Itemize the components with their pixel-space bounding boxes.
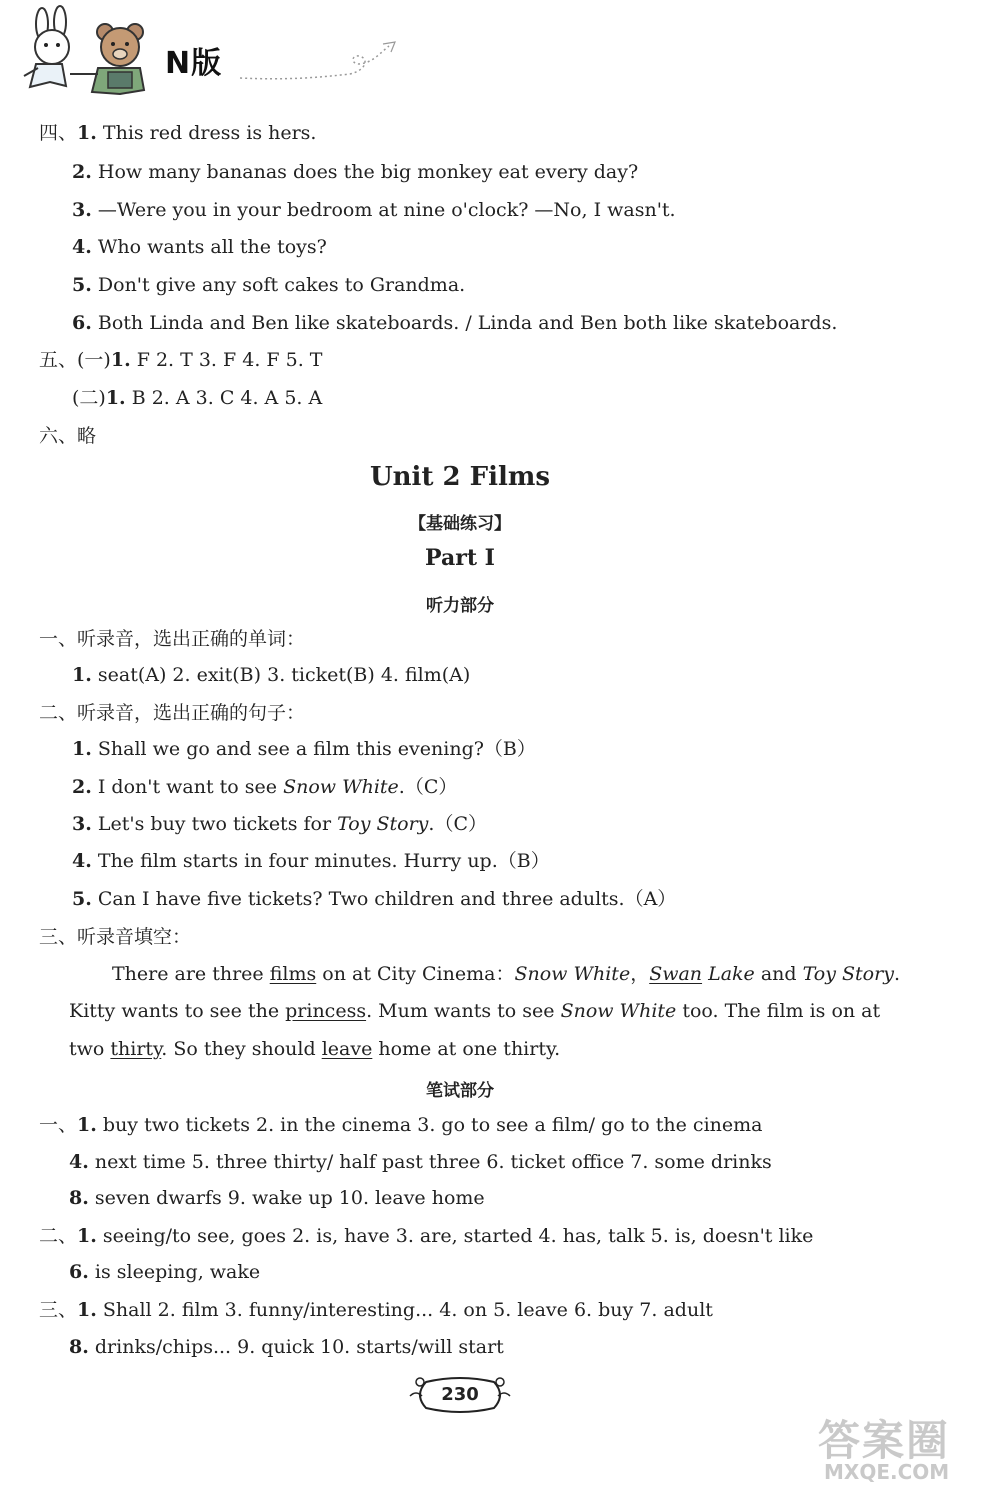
edition-label: N版	[165, 46, 223, 81]
listening-q3-line-3: two thirty. So they should leave home at one thirty.	[69, 1038, 561, 1060]
section6: 六、略	[39, 425, 97, 447]
written-s3-line-1: 三、1. Shall 2. film 3. funny/interesting... 4. on 5. leave 6. buy 7. adult	[39, 1299, 713, 1321]
section4-item-4: 4. Who wants all the toys?	[72, 236, 327, 258]
unit-title: Unit 2 Films	[369, 462, 551, 492]
listening-q2-instruction: 二、听录音，选出正确的句子：	[39, 702, 306, 724]
listening-q3-line-2: Kitty wants to see the princess. Mum wants to see Snow White too. The film is on at	[69, 1000, 881, 1022]
written-heading: 笔试部分	[426, 1081, 494, 1101]
written-s1-line-3: 8. seven dwarfs 9. wake up 10. leave home	[69, 1187, 485, 1209]
watermark	[818, 1408, 993, 1486]
page-header	[0, 0, 1000, 100]
listening-q2-item-2: 2. I don't want to see Snow White.（C）	[72, 776, 458, 798]
listening-q1-instruction: 一、听录音，选出正确的单词：	[39, 628, 306, 650]
written-s2-line-1: 二、1. seeing/to see, goes 2. is, have 3. are, started 4. has, talk 5. is, doesn't like	[39, 1225, 814, 1247]
unit-subtitle: 【基础练习】	[409, 514, 511, 534]
listening-q2-item-1: 1. Shall we go and see a film this evening?（B）	[72, 738, 536, 760]
dotted-swirl-line	[145, 30, 405, 100]
watermark-en: MXQE.COM	[824, 1460, 950, 1484]
watermark-cn: 答案圈	[818, 1416, 951, 1465]
written-s1-line-2: 4. next time 5. three thirty/ half past three 6. ticket office 7. some drinks	[69, 1151, 772, 1173]
listening-q1-answers: 1. seat(A) 2. exit(B) 3. ticket(B) 4. film(A)	[72, 664, 471, 686]
section4-item-3: 3. —Were you in your bedroom at nine o'clock? —No, I wasn't.	[72, 199, 676, 221]
listening-q2-item-3: 3. Let's buy two tickets for Toy Story.（C）	[72, 813, 487, 835]
section4-item-5: 5. Don't give any soft cakes to Grandma.	[72, 274, 466, 296]
listening-q2-item-4: 4. The film starts in four minutes. Hurry up.（B）	[72, 850, 550, 872]
written-s3-line-2: 8. drinks/chips... 9. quick 10. starts/will start	[69, 1336, 504, 1358]
written-s1-line-1: 一、1. buy two tickets 2. in the cinema 3. go to see a film/ go to the cinema	[39, 1114, 763, 1136]
page-number-badge	[408, 1372, 512, 1418]
listening-q3-line-1: There are three films on at City Cinema：Snow White，Swan Lake and Toy Story.	[112, 963, 900, 985]
section5-group2: (二)1. B 2. A 3. C 4. A 5. A	[72, 387, 323, 409]
part-title: Part Ⅰ	[425, 545, 495, 571]
written-s2-line-2: 6. is sleeping, wake	[69, 1261, 261, 1283]
listening-heading: 听力部分	[426, 596, 494, 616]
page-number: 230	[441, 1384, 479, 1405]
section4-item-6: 6. Both Linda and Ben like skateboards. / Linda and Ben both like skateboards.	[72, 312, 838, 334]
listening-q3-instruction: 三、听录音填空：	[39, 926, 192, 948]
listening-q2-item-5: 5. Can I have five tickets? Two children and three adults.（A）	[72, 888, 677, 910]
section5-group1: 五、(一)1. F 2. T 3. F 4. F 5. T	[39, 349, 323, 371]
section4-item-2: 2. How many bananas does the big monkey eat every day?	[72, 161, 639, 183]
section4-item-1: 四、1. This red dress is hers.	[39, 122, 317, 144]
